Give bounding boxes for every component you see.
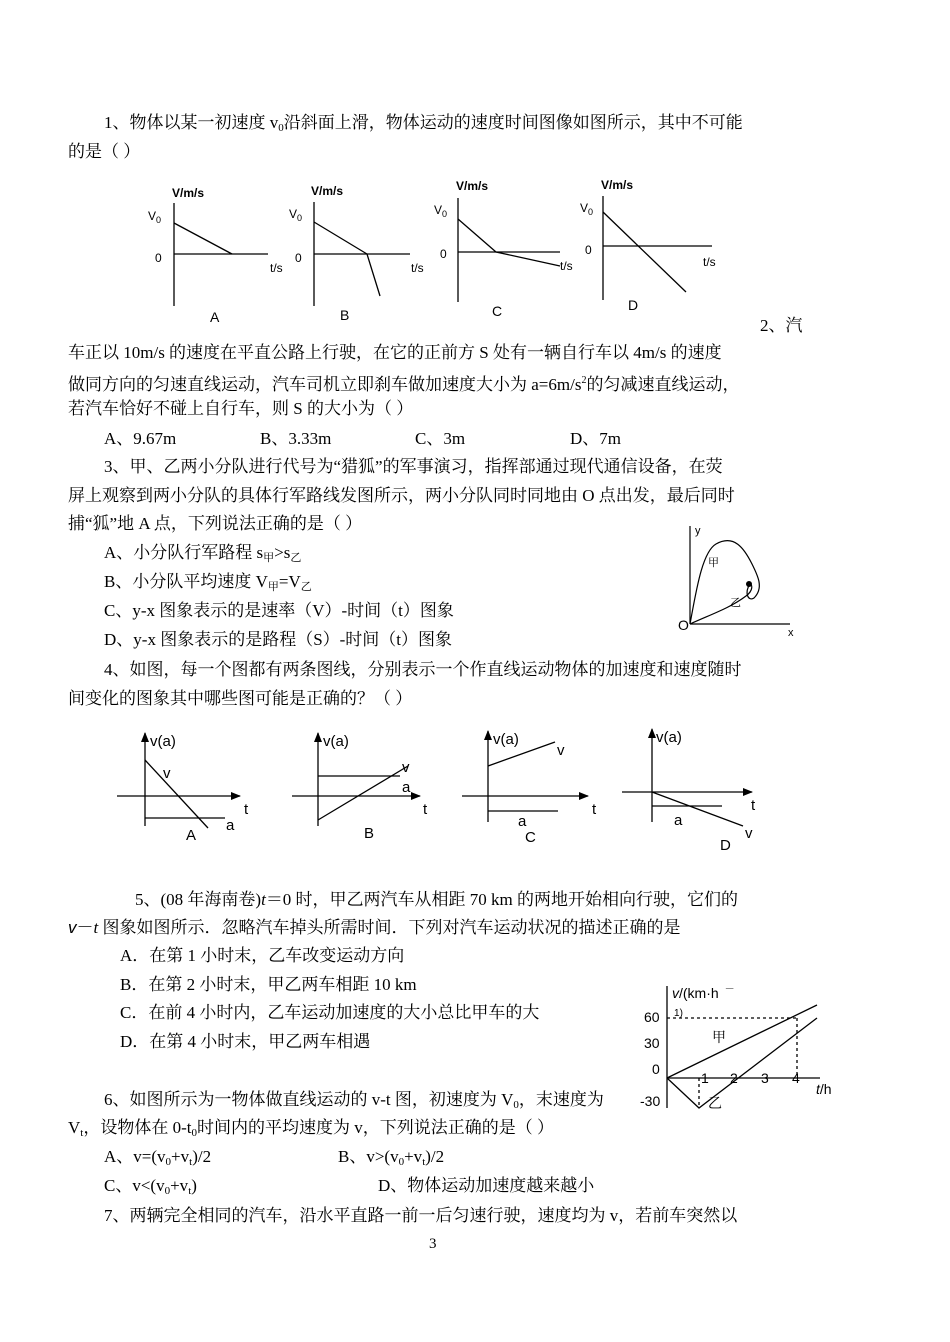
q5-line2: v－t 图象如图所示．忽略汽车掉头所需时间．下列对汽车运动状况的描述正确的是	[68, 918, 681, 937]
q2-option-d: D、7m	[570, 429, 621, 448]
q3-label-jia: 甲	[708, 557, 719, 569]
q2-line1: 2、汽	[760, 316, 803, 335]
q1d-axis-t: t/s	[703, 255, 716, 269]
q3-figure	[672, 522, 802, 642]
q1d-label: D	[628, 297, 639, 313]
page-number: 3	[429, 1236, 437, 1252]
q2-option-a: A、9.67m	[104, 429, 177, 448]
q4c-a: a	[518, 813, 527, 830]
q1c-line	[458, 219, 560, 266]
q3-axis-x: x	[788, 627, 794, 639]
q5-tick-neg30: -30	[640, 1093, 661, 1109]
q1b-axis-v: V/m/s	[311, 184, 344, 198]
q6-line2: $V_t$，设物体在 $0-t_0$时间内的平均速度为 v，下列说法正确的是（ ）	[68, 1118, 554, 1139]
q4c-label: C	[525, 829, 536, 846]
q1c-label: C	[492, 303, 503, 319]
q5-option-b: B．在第 2 小时末，甲乙两车相距 10 km	[120, 975, 417, 994]
q5-tick-4: 4	[792, 1070, 800, 1086]
q5-line-yi	[667, 1018, 817, 1108]
q1a-label: A	[210, 309, 220, 325]
q3-point-a	[746, 581, 752, 587]
q4d-v: v	[745, 825, 753, 842]
q1b-zero: 0	[295, 251, 302, 265]
q5-label-yi: 乙	[708, 1095, 722, 1111]
q1-line1	[104, 113, 743, 138]
q4d-axis-v: v(a)	[656, 729, 682, 746]
q4-line2: 间变化的图象其中哪些图可能是正确的？（ ）	[68, 689, 413, 708]
q6-option-b: B、$v>(v_0+v_t)/2$	[338, 1147, 445, 1168]
q4c-axis-v: v(a)	[493, 731, 519, 748]
q4d-axis-t: t	[751, 797, 756, 814]
q4b-axis-v: v(a)	[323, 733, 349, 750]
q5-tick-1: 1	[701, 1070, 709, 1086]
q3-line2: 屏上观察到两小分队的具体行军路线发图所示，两小分队同时同地由 O 点出发，最后同时	[68, 486, 735, 505]
q6-option-a: A、$v=(v_0+v_t)/2$	[104, 1147, 212, 1168]
q5-tick-3: 3	[761, 1070, 769, 1086]
q5-chart	[632, 982, 852, 1112]
q1b-axis-t: t/s	[411, 261, 424, 275]
q2-line4: 若汽车恰好不碰上自行车，则 S 的大小为（ ）	[68, 399, 414, 418]
q4d-label: D	[720, 837, 731, 854]
q3-option-c: C、y-x 图象表示的是速率（V）-时间（t）图象	[104, 601, 454, 620]
q4a-label: A	[186, 827, 197, 844]
q1d-zero: 0	[585, 243, 592, 257]
q7-line1: 7、两辆完全相同的汽车，沿水平直路一前一后匀速行驶，速度均为 v，若前车突然以	[104, 1206, 738, 1225]
q3-line1: 3、甲、乙两小分队进行代号为“猎狐”的军事演习，指挥部通过现代通信设备，在荧	[104, 457, 723, 476]
q4b-v: v	[402, 759, 410, 776]
q3-option-a: A、小分队行军路程 $s_甲>s_乙$	[104, 543, 302, 564]
q2-option-b: B、3.33m	[260, 429, 332, 448]
q3-option-b: B、小分队平均速度 $V_甲=V_乙$	[104, 572, 312, 593]
q3-option-d: D、y-x 图象表示的是路程（S）-时间（t）图象	[104, 630, 453, 649]
q1-line1-b: 沿斜面上滑，物体运动的速度时间图像如图所示，其中不可能	[283, 113, 743, 132]
q1a-v0: $V_0$	[148, 209, 162, 225]
q1d-line	[603, 212, 686, 292]
q2-line2: 车正以 10m/s 的速度在平直公路上行驶，在它的正前方 S 处有一辆自行车以 4m/s 的速度	[68, 343, 722, 362]
q5-label-jia: 甲	[712, 1029, 726, 1045]
q4-line1: 4、如图，每一个图都有两条图线，分别表示一个作直线运动物体的加速度和速度随时	[104, 660, 742, 679]
q5-axis-v: v/(km·h －	[672, 984, 735, 1001]
q3-origin: O	[678, 617, 689, 633]
q1d-axis-v: V/m/s	[601, 178, 634, 192]
q1a-line	[174, 223, 232, 254]
q1b-v0: $V_0$	[289, 207, 303, 223]
q4a-v: v	[163, 765, 171, 782]
q6-option-c: C、$v<(v_0+v_t)$	[104, 1176, 197, 1197]
q1a-axis-v: V/m/s	[172, 186, 205, 200]
q1-line1-a: 1、物体以某一初速度 v	[104, 113, 279, 132]
q4b-label: B	[364, 825, 375, 842]
q1-line2: 的是（ ）	[68, 142, 141, 161]
q5-line-jia	[667, 1005, 817, 1078]
q1a-zero: 0	[155, 251, 162, 265]
q2-option-c: C、3m	[415, 429, 466, 448]
q1b-label: B	[340, 307, 350, 323]
q5-tick-30: 30	[644, 1035, 660, 1051]
q1d-v0: $V_0$	[580, 201, 594, 217]
q5-tick-2: 2	[730, 1070, 738, 1086]
q1c-v0: $V_0$	[434, 203, 448, 219]
q4a-a: a	[226, 817, 235, 834]
q2-line3: 做同方向的匀速直线运动，汽车司机立即刹车做加速度大小为 $a=6m/s^2$的匀减速直线运动，	[68, 375, 740, 394]
q4c-axis-t: t	[592, 801, 597, 818]
q5-line1: 5、(08 年海南卷)t＝0 时，甲乙两汽车从相距 70 km 的两地开始相向行驶，它们的	[135, 890, 739, 909]
q1-line1-sub: 0	[278, 122, 284, 134]
q4a-axis-v: v(a)	[150, 733, 176, 750]
q1c-zero: 0	[440, 247, 447, 261]
q5-option-c: C．在前 4 小时内，乙车运动加速度的大小总比甲车的大	[120, 1003, 540, 1022]
q4a-axis-t: t	[244, 801, 249, 818]
q4c-v: v	[557, 742, 565, 759]
q5-unit-one: 1)	[674, 1008, 683, 1019]
q1c-axis-t: t/s	[560, 259, 573, 273]
q4b-a: a	[402, 779, 411, 796]
q1a-axis-t: t/s	[270, 261, 283, 275]
q5-axis-t: t/h	[816, 1081, 832, 1097]
q5-option-d: D．在第 4 小时末，甲乙两车相遇	[120, 1032, 371, 1051]
q5-option-a: A．在第 1 小时末，乙车改变运动方向	[120, 946, 405, 965]
q4b-axis-t: t	[423, 801, 428, 818]
q1c-axis-v: V/m/s	[456, 179, 489, 193]
q3-label-yi: 乙	[730, 597, 741, 609]
q3-path-yi	[690, 584, 752, 624]
q4d-a: a	[674, 812, 683, 829]
q5-tick-0: 0	[652, 1061, 660, 1077]
q1b-line	[314, 222, 380, 296]
q6-line1: 6、如图所示为一物体做直线运动的 v-t 图，初速度为 $V_0$，末速度为	[104, 1090, 604, 1111]
q6-option-d: D、物体运动加速度越来越小	[378, 1176, 595, 1195]
q5-tick-60: 60	[644, 1009, 660, 1025]
q3-line3: 捕“狐”地 A 点，下列说法正确的是（ ）	[68, 514, 363, 533]
q3-axis-y: y	[695, 525, 701, 537]
